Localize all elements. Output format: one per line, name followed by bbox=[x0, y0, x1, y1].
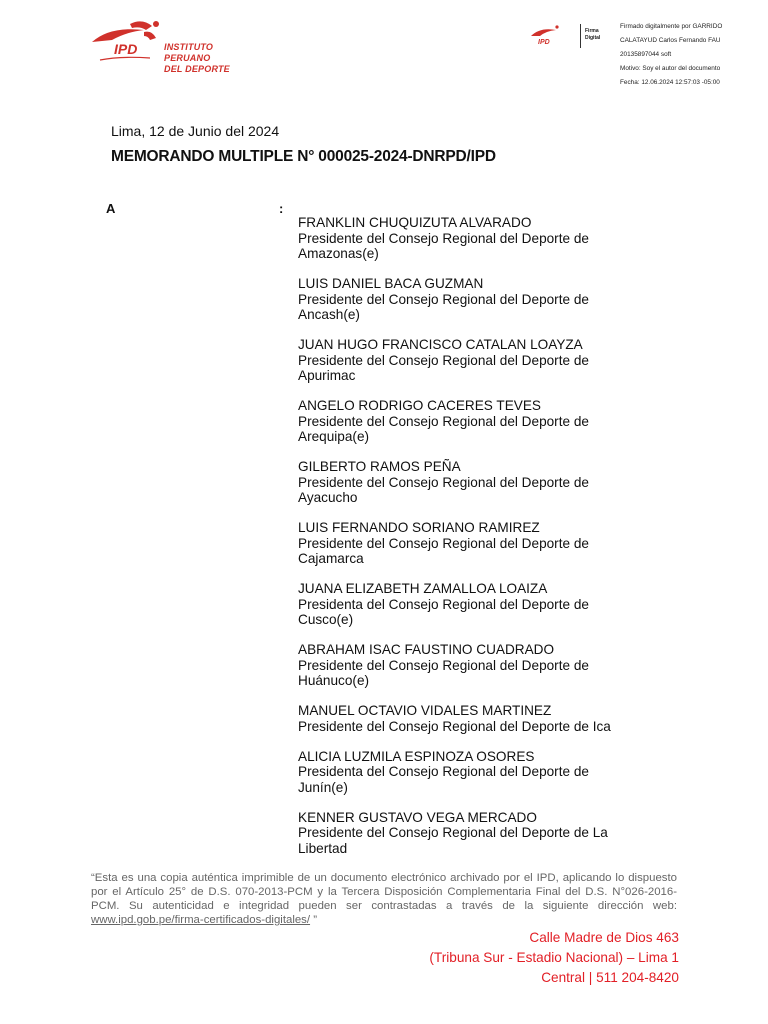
logo-wordmark: INSTITUTO PERUANO DEL DEPORTE bbox=[164, 42, 230, 74]
recipient-name: GILBERTO RAMOS PEÑA bbox=[298, 459, 461, 474]
recipient-item bbox=[298, 276, 638, 323]
recipient-role: Presidenta del Consejo Regional del Deporte de Junín(e) bbox=[298, 764, 589, 795]
recipient-item bbox=[298, 581, 638, 628]
svg-text:IPD: IPD bbox=[538, 39, 550, 46]
recipient-item bbox=[298, 810, 638, 857]
verification-link[interactable]: www.ipd.gob.pe/firma-certificados-digitales/ bbox=[91, 914, 311, 926]
recipient-role: Presidente del Consejo Regional del Deporte de Ayacucho bbox=[298, 474, 589, 505]
recipient-name: JUANA ELIZABETH ZAMALLOA LOAIZA bbox=[298, 581, 548, 596]
phone-line: Central | 511 204-8420 bbox=[541, 970, 679, 985]
recipient-item bbox=[298, 337, 638, 384]
memo-subject: MEMORANDO MULTIPLE N° 000025-2024-DNRPD/IPD bbox=[111, 148, 496, 165]
recipient-item bbox=[298, 215, 638, 262]
recipient-role: Presidente del Consejo Regional del Deporte de Apurimac bbox=[298, 352, 589, 383]
recipient-name: LUIS DANIEL BACA GUZMAN bbox=[298, 276, 484, 291]
address-line: Calle Madre de Dios 463 bbox=[529, 930, 679, 945]
recipient-name: ABRAHAM ISAC FAUSTINO CUADRADO bbox=[298, 642, 555, 657]
recipient-role: Presidente del Consejo Regional del Deporte de Arequipa(e) bbox=[298, 413, 589, 444]
recipient-role: Presidente del Consejo Regional del Deporte de Cajamarca bbox=[298, 535, 589, 566]
ipd-logo bbox=[90, 14, 240, 74]
institution-address bbox=[429, 928, 679, 988]
address-line: (Tribuna Sur - Estadio Nacional) – Lima 1 bbox=[429, 950, 679, 965]
signature-details: Firmado digitalmente por GARRIDO CALATAYUD Carlos Fernando FAU 20135897044 soft Motivo: Soy el autor del documento Fecha: 12.06.2024 12:57:03 -05:00 bbox=[620, 23, 723, 86]
recipient-item bbox=[298, 749, 638, 796]
recipient-role: Presidente del Consejo Regional del Deporte de Amazonas(e) bbox=[298, 230, 589, 261]
recipient-role: Presidenta del Consejo Regional del Deporte de Cusco(e) bbox=[298, 596, 589, 627]
recipient-item bbox=[298, 642, 638, 689]
authenticity-note: “Esta es una copia auténtica imprimible de un documento electrónico archivado por el IPD, aplicando lo dispuesto por el Artículo 25° de D.S. 070-2013-PCM y la Tercera Disposición Complementaria Final del D.S. N°026-2016-PCM. Su autenticidad e integridad pueden ser contrastadas a través de la siguiente dirección web: www.ipd.gob.pe/firma-certificados-digitales/ ” bbox=[91, 872, 677, 926]
recipient-role: Presidente del Consejo Regional del Deporte de Ancash(e) bbox=[298, 291, 589, 322]
ipd-small-logo-icon bbox=[530, 24, 560, 48]
recipient-item bbox=[298, 703, 638, 734]
stamp-divider bbox=[580, 24, 581, 48]
recipient-role: Presidente del Consejo Regional del Deporte de Ica bbox=[298, 718, 611, 734]
recipient-item bbox=[298, 459, 638, 506]
to-colon: : bbox=[279, 201, 284, 216]
recipient-role: Presidente del Consejo Regional del Deporte de La Libertad bbox=[298, 825, 608, 856]
ipd-emblem-icon bbox=[90, 20, 170, 64]
recipient-item bbox=[298, 398, 638, 445]
recipient-name: MANUEL OCTAVIO VIDALES MARTINEZ bbox=[298, 703, 552, 718]
logo-abbr: IPD bbox=[114, 41, 138, 57]
recipient-name: ANGELO RODRIGO CACERES TEVES bbox=[298, 398, 541, 413]
to-label: A bbox=[106, 201, 116, 216]
recipient-role: Presidente del Consejo Regional del Deporte de Huánuco(e) bbox=[298, 657, 589, 688]
recipient-name: ALICIA LUZMILA ESPINOZA OSORES bbox=[298, 748, 535, 764]
recipient-list bbox=[298, 215, 638, 871]
digital-signature-stamp bbox=[530, 22, 625, 52]
recipient-name: FRANKLIN CHUQUIZUTA ALVARADO bbox=[298, 215, 532, 230]
firma-digital-label: Firma Digital bbox=[585, 28, 601, 41]
recipient-name: KENNER GUSTAVO VEGA MERCADO bbox=[298, 809, 537, 825]
recipient-item bbox=[298, 520, 638, 567]
recipient-name: JUAN HUGO FRANCISCO CATALAN LOAYZA bbox=[298, 337, 583, 352]
document-date: Lima, 12 de Junio del 2024 bbox=[111, 123, 280, 139]
recipient-name: LUIS FERNANDO SORIANO RAMIREZ bbox=[298, 520, 540, 535]
